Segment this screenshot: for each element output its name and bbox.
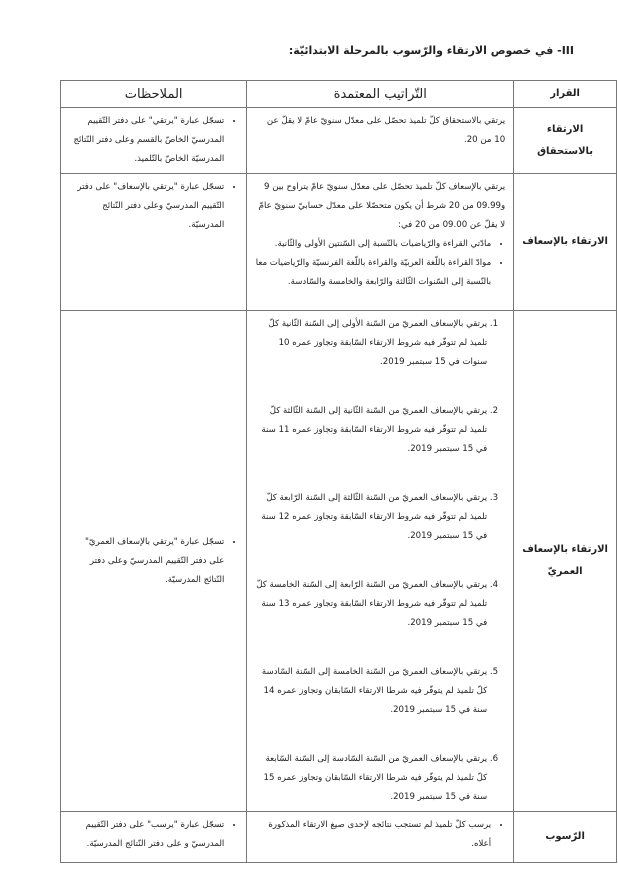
rules-item: 5. يرتقي بالإسعاف العمريّ من السّنة الخامسة إلى السّنة السّادسة كلّ تلميذ لم يتوفّر فيه شرطا الارتقاء السّابقان وتجاوز عمره 14 سنة في 15 سبتمبر 2019. [255, 663, 487, 720]
notes-cell [61, 812, 247, 863]
rules-item: 2. يرتقي بالإسعاف العمريّ من السّنة الثّانية إلى السّنة الثّالثة كلّ تلميذ لم تتوفّر فيه شروط الارتقاء السّابقة وتجاوز عمره 11 سنة في 15 سبتمبر 2019. [255, 402, 487, 459]
rules-item: 3. يرتقي بالإسعاف العمريّ من السّنة الثّالثة إلى السّنة الرّابعة كلّ تلميذ لم تتوفّر فيه شروط الارتقاء السّابقة وتجاوز عمره 12 سنة في 15 سبتمبر 2019. [255, 489, 487, 546]
rules-text: يرتقي بالإسعاف كلّ تلميذ تحصّل على معدّل سنويّ عامّ يتراوح بين 9 و09.99 من 20 شرط أن يكون متحصّلا على معدّل حسابيّ سنويّ عامّ لا يقلّ عن 09.00 من 20 في: [258, 182, 506, 230]
header-decision: القرار [514, 81, 617, 108]
rules-cell [247, 812, 514, 863]
rules-bullet: • موادّ القراءة باللّغة العربيّة والقراءة باللّغة الفرنسيّة والرّياضيات معا بالنّسبة إلى السّنوات الثّالثة والرّابعة والخامسة والسّادسة. [255, 254, 491, 292]
table-header [61, 81, 617, 108]
note-item: • تسجّل عبارة "يرتقي" على دفتر التّقييم المدرسيّ الخاصّ بالقسم وعلى دفتر النّتائج المدرسيّة الخاصّ بالتّلميذ. [69, 112, 224, 169]
rules-cell [247, 311, 514, 812]
rules-item: 6. يرتقي بالإسعاف العمريّ من السّنة السّادسة إلى السّنة السّابعة كلّ تلميذ لم يتوفّر فيه شرطا الارتقاء السّابقان وتجاوز عمره 15 سنة في 15 سبتمبر 2019. [255, 750, 487, 807]
header-notes: الملاحظات [61, 81, 247, 108]
rules-item: 1. يرتقي بالإسعاف العمريّ من السّنة الأولى إلى السّنة الثّانية كلّ تلميذ لم تتوفّر فيه شروط الارتقاء السّابقة وتجاوز عمره 10 سنوات في 15 سبتمبر 2019. [255, 315, 487, 372]
table-row [61, 311, 617, 812]
rules-bullet: • يرسب كلّ تلميذ لم تستجب نتائجه لإحدى صيغ الارتقاء المذكورة أعلاه. [255, 816, 491, 854]
rules-cell: يرتقي بالاستحقاق كلّ تلميذ تحصّل على معدّل سنويّ عامّ لا يقلّ عن 10 من 20. [247, 108, 514, 174]
notes-cell [61, 108, 247, 174]
decision-cell: الرّسوب [514, 812, 617, 863]
decision-cell: الارتقاء بالإسعاف [514, 174, 617, 311]
header-rules: التّراتيب المعتمدة [247, 81, 514, 108]
note-item: • تسجّل عبارة "يرتقي بالإسعاف العمريّ" على دفتر التّقييم المدرسيّ وعلى دفتر النّتائج المدرسيّة. [69, 533, 224, 590]
rules-bullet: • مادّتي القراءة والرّياضيات بالنّسبة إلى السّنتين الأولى والثّانية. [255, 235, 491, 254]
decision-cell: الارتقاء بالاستحقاق [514, 108, 617, 174]
table-row [61, 108, 617, 174]
note-item: • تسجّل عبارة "يرسب" على دفتر التّقييم المدرسيّ و على دفتر النّتائج المدرسيّة. [69, 816, 224, 854]
notes-cell [61, 174, 247, 311]
promotion-table [60, 80, 617, 863]
note-item: • تسجّل عبارة "يرتقي بالإسعاف" على دفتر التّقييم المدرسيّ وعلى دفتر النّتائج المدرسيّة. [69, 178, 224, 235]
decision-cell: الارتقاء بالإسعاف العمريّ [514, 311, 617, 812]
table-row [61, 812, 617, 863]
section-title: III- في خصوص الارتقاء والرّسوب بالمرحلة الابتدائيّة: [288, 44, 574, 57]
notes-cell [61, 311, 247, 812]
rules-item: 4. يرتقي بالإسعاف العمريّ من السّنة الرّابعة إلى السّنة الخامسة كلّ تلميذ لم تتوفّر فيه شروط الارتقاء السّابقة وتجاوز عمره 13 سنة في 15 سبتمبر 2019. [255, 576, 487, 633]
rules-cell [247, 174, 514, 311]
table-row [61, 174, 617, 311]
